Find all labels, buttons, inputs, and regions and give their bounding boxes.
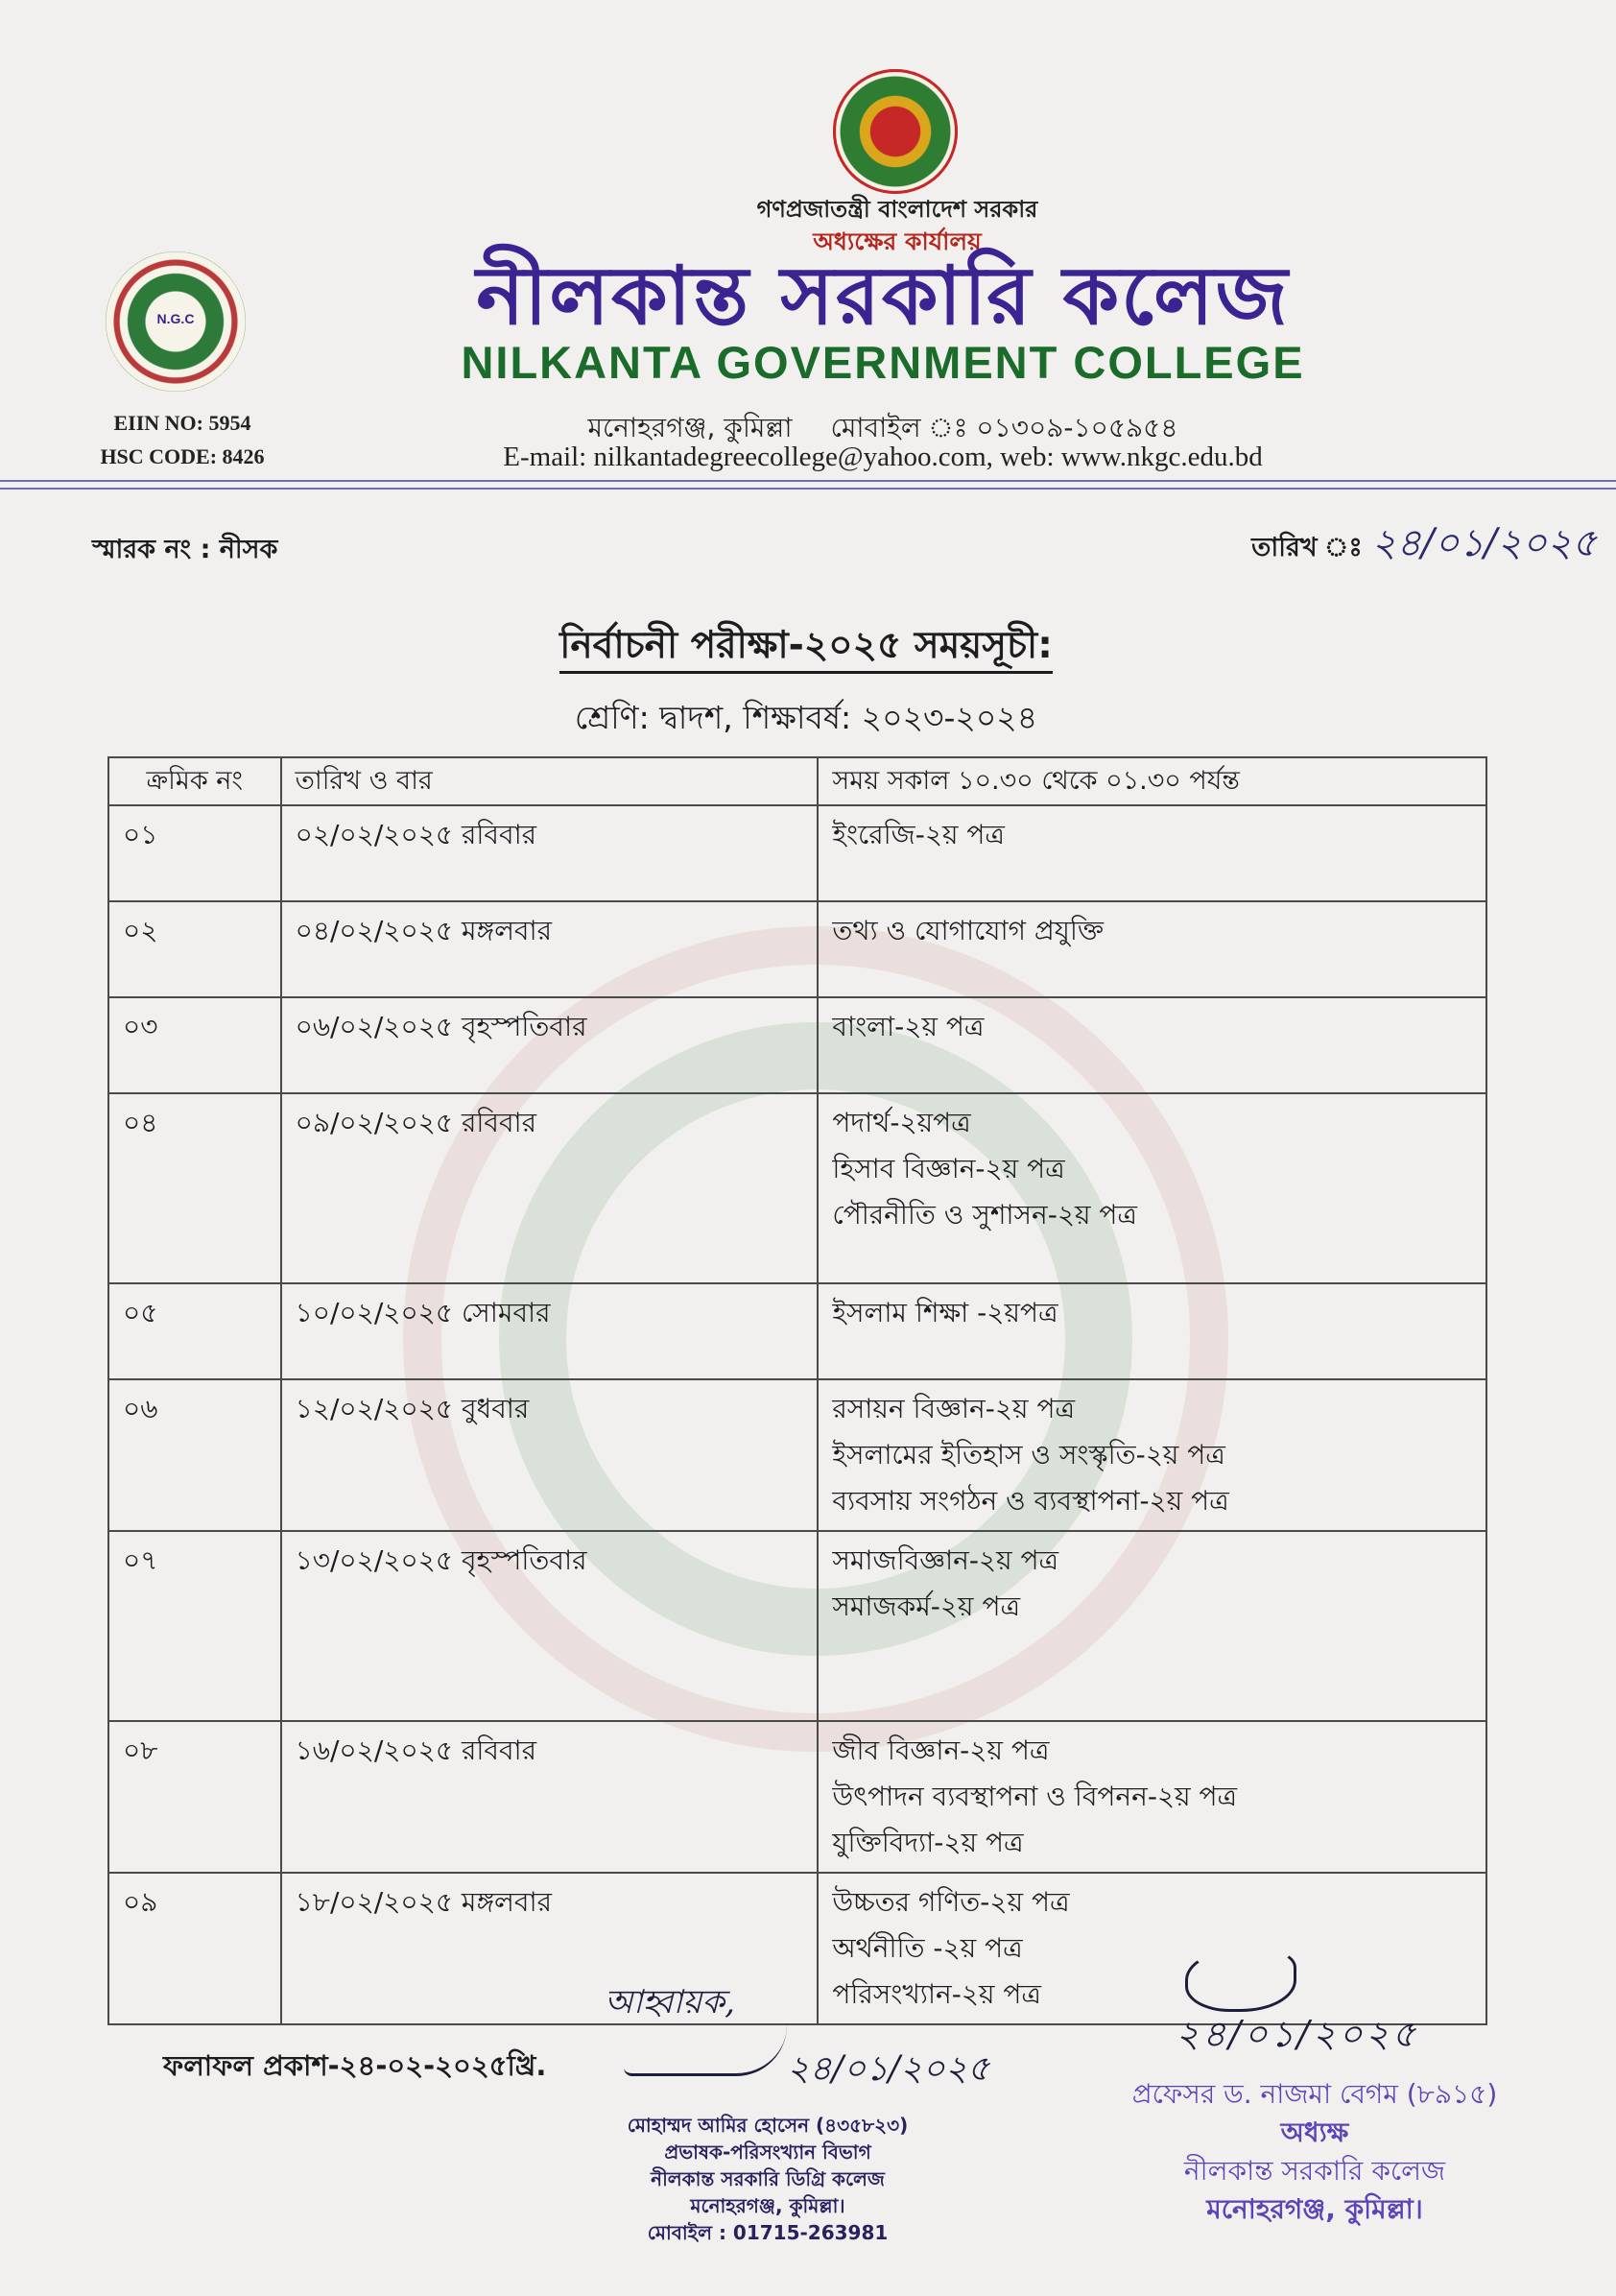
page-title: নির্বাচনী পরীক্ষা-২০২৫ সময়সূচী: xyxy=(403,616,1209,679)
stamp-line: অধ্যক্ষ xyxy=(1280,2117,1349,2148)
principal-sign-date: ২৪/০১/২০২৫ xyxy=(1176,2013,1419,2055)
table-row xyxy=(108,1531,1486,1721)
table-header-row xyxy=(108,757,1486,805)
stamp-line: নীলকান্ত সরকারি ডিগ্রি কলেজ xyxy=(651,2167,885,2190)
subject-name: উৎপাদন ব্যবস্থাপনা ও বিপনন-২য় পত্র xyxy=(832,1781,1238,1812)
college-logo-icon xyxy=(106,251,246,392)
cell-subjects xyxy=(818,1093,1486,1283)
table-row xyxy=(108,1283,1486,1379)
cell-subjects xyxy=(818,805,1486,901)
government-line: গণপ্রজাতন্ত্রী বাংলাদেশ সরকার xyxy=(756,196,1038,223)
header-date-day: তারিখ ও বার xyxy=(281,757,819,805)
subject-name: রসায়ন বিজ্ঞান-২য় পত্র xyxy=(832,1393,1076,1424)
stamp-line: মনোহরগঞ্জ, কুমিল্লা। xyxy=(690,2194,845,2217)
cell-subjects xyxy=(818,1721,1486,1873)
cell-serial: ০২ xyxy=(108,901,281,997)
subject-name: অর্থনীতি -২য় পত্র xyxy=(832,1932,1023,1964)
subject-name: উচ্চতর গণিত-২য় পত্র xyxy=(832,1886,1070,1918)
subject-name: তথ্য ও যোগাযোগ প্রযুক্তি xyxy=(832,915,1105,946)
subject-name: সমাজবিজ্ঞান-২য় পত্র xyxy=(832,1544,1059,1576)
cell-subjects xyxy=(818,997,1486,1093)
stamp-line: নীলকান্ত সরকারি কলেজ xyxy=(1183,2155,1446,2187)
table-row xyxy=(108,901,1486,997)
cell-date-day: ১০/০২/২০২৫ সোমবার xyxy=(281,1283,819,1379)
memo-date xyxy=(1251,513,1597,577)
cell-date-day: ০৪/০২/২০২৫ মঙ্গলবার xyxy=(281,901,819,997)
hsc-code: HSC CODE: 8426 xyxy=(100,444,265,468)
memo-reference: স্মারক নং : নীসক xyxy=(92,535,278,564)
header-time-subject: সময় সকাল ১০.৩০ থেকে ০১.৩০ পর্যন্ত xyxy=(818,757,1486,805)
principal-signature xyxy=(1185,1949,1296,2012)
cell-serial: ০১ xyxy=(108,805,281,901)
exam-schedule-table xyxy=(107,756,1487,2025)
cell-serial: ০৭ xyxy=(108,1531,281,1721)
stamp-line: প্রফেসর ড. নাজমা বেগম (৮৯১৫) xyxy=(1131,2078,1498,2110)
subject-name: সমাজকর্ম-২য় পত্র xyxy=(832,1590,1021,1622)
stamp-line: মনোহরগঞ্জ, কুমিল্লা। xyxy=(1206,2193,1423,2225)
convener-stamp xyxy=(576,2112,960,2246)
subject-name: ইংরেজি-২য় পত্র xyxy=(832,819,1006,850)
table-row xyxy=(108,1093,1486,1283)
cell-subjects xyxy=(818,1873,1486,2024)
table-row xyxy=(108,997,1486,1093)
subject-name: পৌরনীতি ও সুশাসন-২য় পত্র xyxy=(832,1199,1137,1231)
subject-name: হিসাব বিজ্ঞান-২য় পত্র xyxy=(832,1153,1065,1184)
college-contact: E-mail: nilkantadegreecollege@yahoo.com, web: www.nkgc.edu.bd xyxy=(503,442,1263,472)
cell-date-day: ১৮/০২/২০২৫ মঙ্গলবার xyxy=(281,1873,819,2024)
cell-serial: ০৩ xyxy=(108,997,281,1093)
office-line: অধ্যক্ষের কার্যালয় xyxy=(813,227,982,255)
cell-date-day: ১২/০২/২০২৫ বুধবার xyxy=(281,1379,819,1531)
principal-stamp xyxy=(1104,2075,1526,2229)
header-serial: ক্রমিক নং xyxy=(108,757,281,805)
cell-subjects xyxy=(818,901,1486,997)
cell-subjects xyxy=(818,1283,1486,1379)
college-address: মনোহরগঞ্জ, কুমিল্লা xyxy=(587,412,793,443)
convener-sign-date: ২৪/০১/২০২৫ xyxy=(787,2049,990,2089)
college-name-english: NILKANTA GOVERNMENT COLLEGE xyxy=(461,337,1305,388)
cell-date-day: ০৬/০২/২০২৫ বৃহস্পতিবার xyxy=(281,997,819,1093)
cell-serial: ০৯ xyxy=(108,1873,281,2024)
date-value: ২৪/০১/২০২৫ xyxy=(1371,521,1597,565)
cell-date-day: ১৩/০২/২০২৫ বৃহস্পতিবার xyxy=(281,1531,819,1721)
header-divider xyxy=(0,480,1616,490)
convener-label: আহ্বায়ক, xyxy=(605,1983,735,2021)
college-mobile: মোবাইল ঃ ০১৩০৯-১০৫৯৫৪ xyxy=(830,412,1178,443)
cell-date-day: ১৬/০২/২০২৫ রবিবার xyxy=(281,1721,819,1873)
stamp-line: মোহাম্মদ আমির হোসেন (৪৩৫৮২৩) xyxy=(627,2114,909,2137)
subject-name: যুক্তিবিদ্যা-২য় পত্র xyxy=(832,1827,1024,1858)
page-subtitle: শ্রেণি: দ্বাদশ, শিক্ষাবর্ষ: ২০২৩-২০২৪ xyxy=(574,699,1038,736)
cell-date-day: ০৯/০২/২০২৫ রবিবার xyxy=(281,1093,819,1283)
subject-name: বাংলা-২য় পত্র xyxy=(832,1011,985,1042)
cell-date-day: ০২/০২/২০২৫ রবিবার xyxy=(281,805,819,901)
college-logo-text: N.G.C xyxy=(156,311,195,326)
cell-subjects xyxy=(818,1531,1486,1721)
table-row xyxy=(108,1721,1486,1873)
cell-serial: ০৪ xyxy=(108,1093,281,1283)
subject-name: ইসলাম শিক্ষা -২য়পত্র xyxy=(832,1297,1058,1328)
stamp-line: মোবাইল : 01715-263981 xyxy=(647,2221,889,2244)
convener-signature xyxy=(624,2025,787,2076)
college-name-bangla: নীলকান্ত সরকারি কলেজ xyxy=(476,249,1290,343)
eiin-number: EIIN NO: 5954 xyxy=(113,411,251,435)
table-row xyxy=(108,1379,1486,1531)
cell-subjects xyxy=(818,1379,1486,1531)
subject-name: জীব বিজ্ঞান-২য় পত্র xyxy=(832,1734,1050,1766)
cell-serial: ০৮ xyxy=(108,1721,281,1873)
table-row xyxy=(108,805,1486,901)
subject-name: ইসলামের ইতিহাস ও সংস্কৃতি-২য় পত্র xyxy=(832,1439,1225,1471)
cell-serial: ০৬ xyxy=(108,1379,281,1531)
stamp-line: প্রভাষক-পরিসংখ্যান বিভাগ xyxy=(664,2141,871,2164)
subject-name: ব্যবসায় সংগঠন ও ব্যবস্থাপনা-২য় পত্র xyxy=(832,1485,1229,1517)
date-label: তারিখ ঃ xyxy=(1251,533,1363,562)
subject-name: পরিসংখ্যান-২য় পত্র xyxy=(832,1978,1041,2010)
government-seal-icon xyxy=(833,69,958,194)
subject-name: পদার্থ-২য়পত্র xyxy=(832,1107,971,1138)
result-publish-date: ফলাফল প্রকাশ-২৪-০২-২০২৫খ্রি. xyxy=(163,2049,547,2082)
cell-serial: ০৫ xyxy=(108,1283,281,1379)
